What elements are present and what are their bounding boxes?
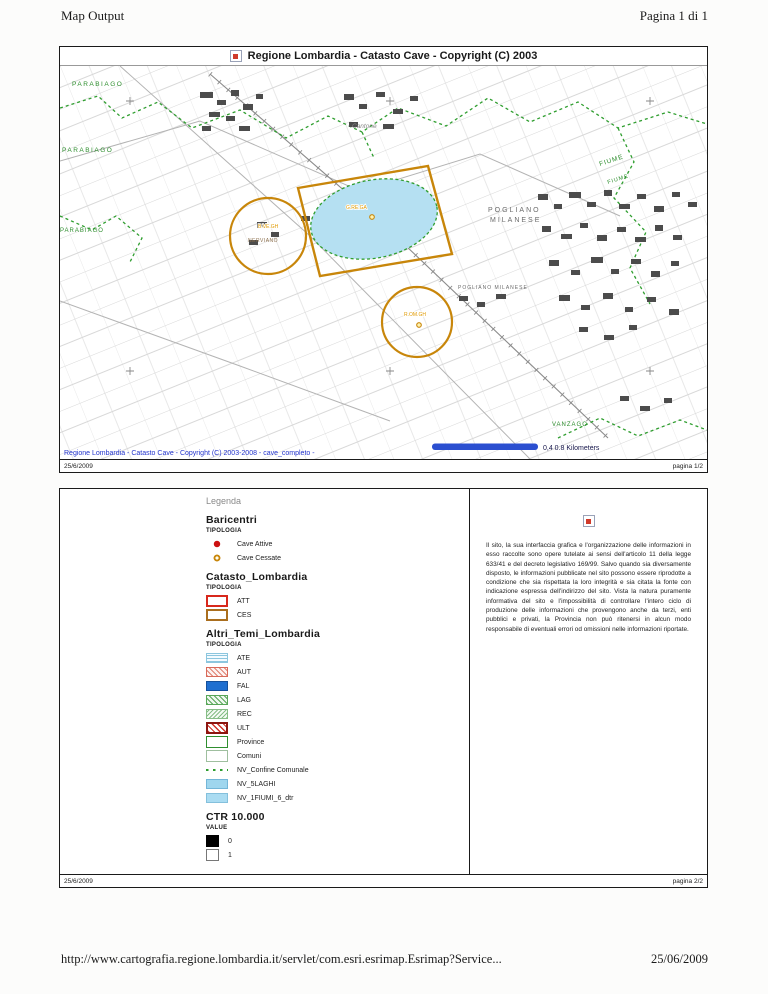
- legend-section-ctr: [206, 811, 469, 862]
- legend-item: [206, 594, 469, 608]
- cave-cessata-marker-south: [417, 323, 422, 328]
- map-area: [60, 66, 707, 459]
- rec-swatch: [206, 709, 228, 719]
- nv5laghi-swatch: [206, 779, 228, 789]
- legend-section-baricentri: [206, 514, 469, 565]
- province-swatch: [206, 736, 228, 748]
- print-header-title: Map Output: [61, 8, 125, 23]
- map-panel-footer: [60, 459, 707, 472]
- legend-item-label: REC: [237, 710, 252, 718]
- legend-item-label: Cave Cessate: [237, 554, 281, 562]
- legend-item-label: CES: [237, 611, 252, 619]
- legend-item-label: LAG: [237, 696, 252, 704]
- cave-cessate-swatch: [206, 553, 228, 563]
- legend-item: [206, 693, 469, 707]
- nv1fiumi-swatch: [206, 793, 228, 803]
- print-footer-url: http://www.cartografia.regione.lombardia.it/servlet/com.esri.esrimap.Esrimap?Service...: [61, 952, 502, 966]
- red-mark-icon: [233, 54, 238, 59]
- ces-swatch: [206, 609, 228, 621]
- ctr-1-swatch: [206, 849, 219, 861]
- legend-item-label: NV_5LAGHI: [237, 780, 276, 788]
- legend-panel: [59, 488, 708, 888]
- legend-item: [206, 651, 469, 665]
- label-nerviano: NERVIANO: [248, 238, 279, 244]
- legend-item: [206, 735, 469, 749]
- legend-subheading: VALUE: [206, 825, 228, 831]
- legend-item: [206, 537, 469, 551]
- att-swatch: [206, 595, 228, 607]
- legend-item: [206, 763, 469, 777]
- legend-item: [206, 834, 469, 848]
- legend-subheading: TIPOLOGIA: [206, 642, 242, 648]
- legend-item: [206, 551, 469, 565]
- disclaimer-text: Il sito, la sua interfaccia grafica e l'organizzazione delle informazioni in esso raccolte sono opere tutelate ai sensi dell'articolo 11 della legge 633/41 e del decreto legislativo 169/99. Salvo quando sia diversamente disposto, le informazioni pubblicate nel sito possono essere riprodotte a condizione che sia rispettata la loro integrità e sia citata la fonte con indicazione espressa dell'indirizzo del sito. Vista la natura puramente informativa del sito e l'impossibilità di controllare l'intero ciclo di produzione delle informazioni che provengono anche da terzi, enti pubblici e privati, la Provincia non può ritenersi in alcun modo responsabile di eventuali errori od omissioni nelle informazioni riportate.: [486, 542, 691, 633]
- label-pogliano-line2: MILANESE: [490, 217, 542, 224]
- legend-item: [206, 848, 469, 862]
- legend-item-label: Cave Attive: [237, 540, 273, 548]
- map-footer-page: pagina 1/2: [672, 462, 703, 470]
- legend-heading: Catasto_Lombardia: [206, 571, 308, 583]
- legend-item: [206, 777, 469, 791]
- legend-item: [206, 679, 469, 693]
- legend-main: [60, 489, 707, 874]
- disclaimer-column: [470, 489, 707, 874]
- label-pogliano-small: POGLIANO MILANESE: [458, 285, 528, 291]
- legend-heading: Baricentri: [206, 514, 258, 526]
- legend-item-label: NV_1FIUMI_6_dtr: [237, 794, 294, 802]
- ctr-0-swatch: [206, 835, 219, 847]
- legend-item: [206, 707, 469, 721]
- cave-attive-swatch: [206, 539, 228, 549]
- legend-item-label: 1: [228, 851, 232, 859]
- legend-section-catasto: [206, 571, 469, 622]
- legend-item: [206, 665, 469, 679]
- map-panel: [59, 46, 708, 473]
- label-cave-code-lake: G.RE.GA: [346, 205, 367, 211]
- fal-swatch: [206, 681, 228, 691]
- lag-swatch: [206, 695, 228, 705]
- legend-title: Legenda: [206, 496, 242, 506]
- legend-item-label: NV_Confine Comunale: [237, 766, 309, 774]
- label-cantone: Cantone: [352, 123, 377, 130]
- scale-bar: [432, 444, 538, 451]
- red-mark-icon: [586, 519, 591, 524]
- legend-item-label: Province: [237, 738, 265, 746]
- legend-item-label: Comuni: [237, 752, 262, 760]
- label-vanzago: VANZAGO: [552, 422, 588, 428]
- ult-swatch: [206, 722, 228, 734]
- map-copyright-text: Regione Lombardia - Catasto Cave - Copyright (C) 2003-2008 - cave_completo -: [64, 450, 315, 457]
- map-title: Regione Lombardia - Catasto Cave - Copyright (C) 2003: [247, 50, 538, 62]
- broken-image-icon: [230, 50, 242, 62]
- label-cave-code-south: R.OM.GH: [404, 312, 426, 318]
- broken-image-icon: [583, 515, 595, 527]
- scale-bar-text: 0,4 0.8 Kilometers: [543, 445, 600, 452]
- legend-section-altri-temi: [206, 628, 469, 805]
- legend-subheading: TIPOLOGIA: [206, 585, 242, 591]
- legend-item: [206, 721, 469, 735]
- legend-item-label: ATE: [237, 654, 251, 662]
- legend-footer-page: pagina 2/2: [672, 877, 703, 885]
- label-fiume-2: FIUME: [606, 173, 630, 186]
- label-fiume-1: FIUME: [598, 153, 625, 168]
- comuni-swatch: [206, 750, 228, 762]
- legend-item-label: ATT: [237, 597, 250, 605]
- ate-swatch: [206, 653, 228, 663]
- legend-item-label: ULT: [237, 724, 250, 732]
- print-footer-date: 25/06/2009: [651, 952, 708, 966]
- map-footer-date: 25/6/2009: [64, 462, 93, 470]
- legend-footer-date: 25/6/2009: [64, 877, 93, 885]
- aut-swatch: [206, 667, 228, 677]
- label-pogliano-line1: POGLIANO: [488, 207, 541, 214]
- legend-column: [60, 489, 470, 874]
- legend-item: [206, 749, 469, 763]
- confine-comunale-swatch: [206, 765, 228, 775]
- map-canvas: [60, 66, 707, 459]
- label-parabiago-1: PARABIAGO: [72, 81, 124, 88]
- legend-item-label: FAL: [237, 682, 250, 690]
- legend-heading: Altri_Temi_Lombardia: [206, 628, 321, 640]
- label-parabiago-2: PARABIAGO: [62, 147, 114, 154]
- label-parabiago-3: PARABIAGO: [60, 228, 104, 234]
- legend-subheading: TIPOLOGIA: [206, 528, 242, 534]
- legend-item-label: 0: [228, 837, 232, 845]
- legend-item: [206, 791, 469, 805]
- legend-item-label: AUT: [237, 668, 251, 676]
- legend-panel-footer: [60, 874, 707, 887]
- cave-cessata-marker-lake: [370, 215, 375, 220]
- map-title-bar: [60, 47, 707, 66]
- legend-item: [206, 608, 469, 622]
- label-cave-code-west: B.VE.GH: [258, 224, 279, 230]
- print-header-page: Pagina 1 di 1: [639, 8, 708, 23]
- legend-heading: CTR 10.000: [206, 811, 265, 823]
